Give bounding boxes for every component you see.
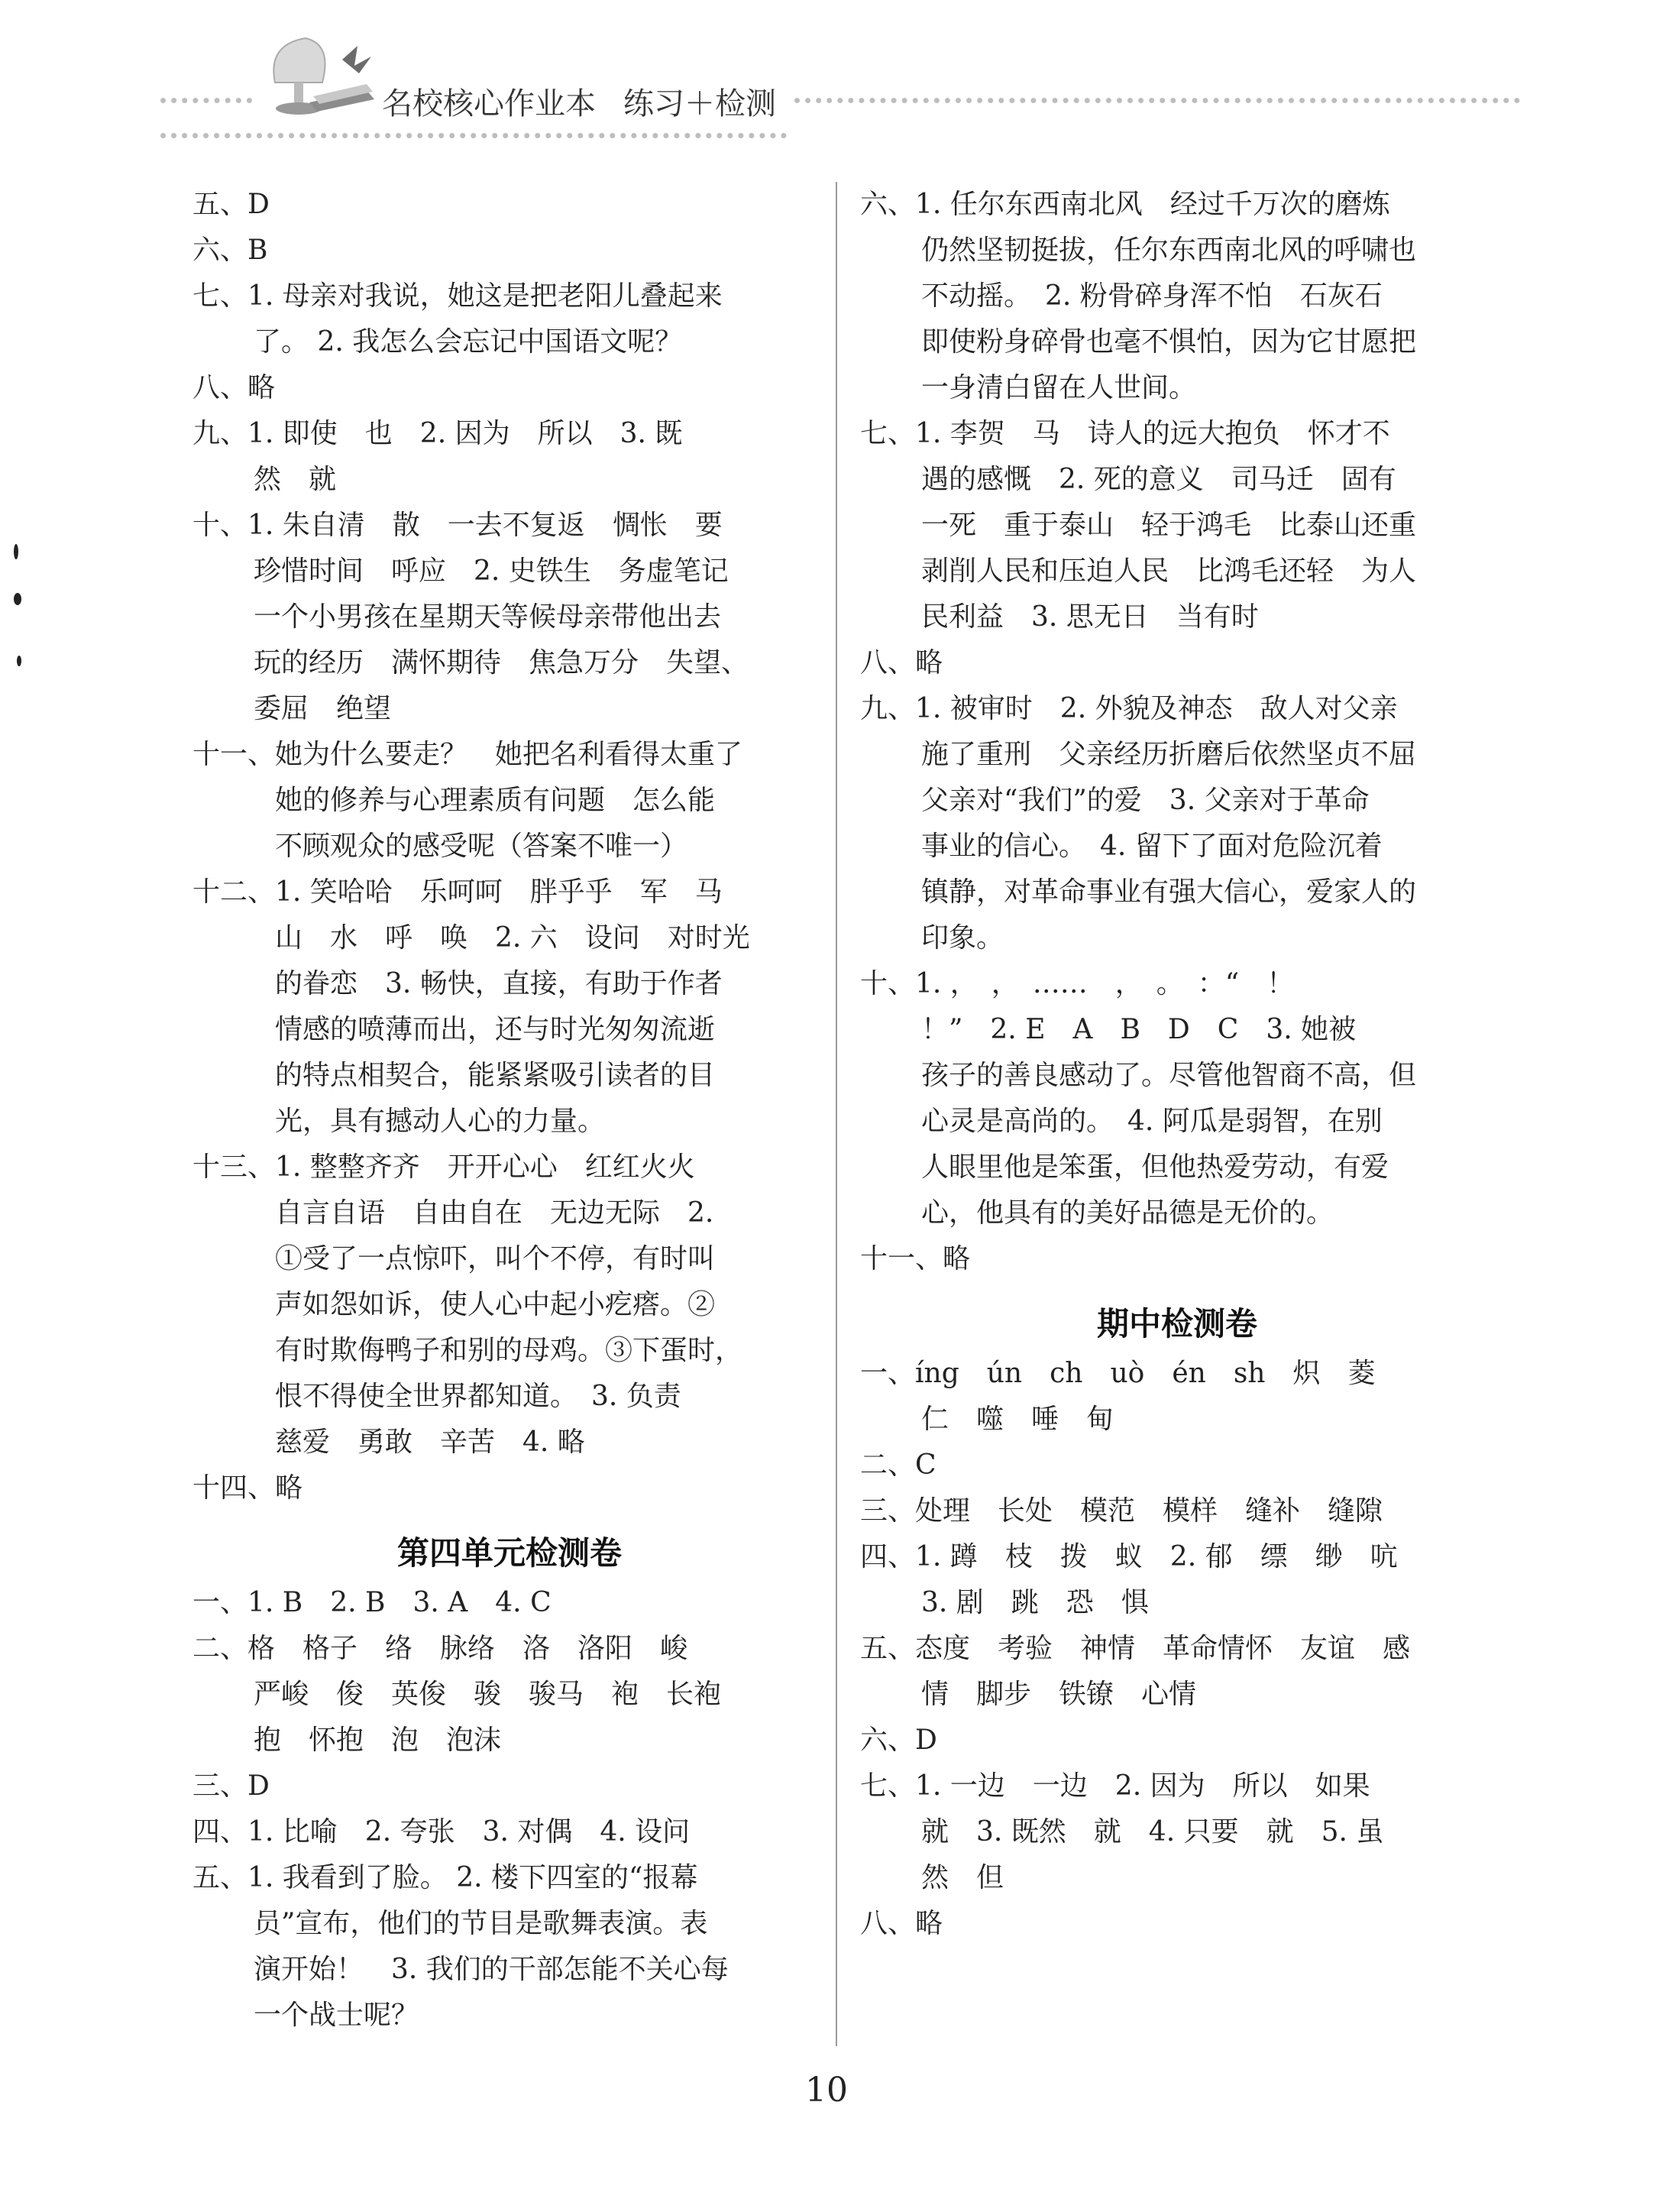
book-subtitle: 练习＋检测 xyxy=(623,86,776,121)
book-title: 名校核心作业本 xyxy=(382,86,596,121)
answer-line: 五、态度 考验 神情 革命情怀 友谊 感 xyxy=(860,1633,1411,1664)
answer-line: 四、1. 蹲 枝 拨 蚁 2. 郁 缥 缈 吭 xyxy=(860,1541,1398,1572)
page-number: 10 xyxy=(805,2071,848,2110)
answer-line: 八、略 xyxy=(860,1908,943,1939)
answer-line: 不动摇。 2. 粉骨碎身浑不怕 石灰石 xyxy=(921,280,1383,312)
answer-line: 仍然坚韧挺拔，任尔东西南北风的呼啸也 xyxy=(921,235,1417,266)
answer-line: 四、1. 比喻 2. 夸张 3. 对偶 4. 设问 xyxy=(192,1816,691,1848)
answer-line: 七、1. 一边 一边 2. 因为 所以 如果 xyxy=(860,1770,1370,1802)
answer-line: 抱 怀抱 泡 泡沫 xyxy=(254,1725,502,1756)
answer-line: 剥削人民和压迫人民 比鸿毛还轻 为人 xyxy=(921,555,1417,587)
answer-line: ①受了一点惊吓，叫个不停，有时叫 xyxy=(275,1243,716,1274)
answer-line: 声如怨如诉，使人心中起小疙瘩。② xyxy=(275,1289,716,1320)
answer-line: 一、1. B 2. B 3. A 4. C xyxy=(192,1587,552,1618)
answer-line: 情 脚步 铁镣 心情 xyxy=(921,1679,1197,1710)
answer-line: 的眷恋 3. 畅快，直接，有助于作者 xyxy=(275,968,723,999)
answer-line: 情感的喷薄而出，还与时光匆匆流逝 xyxy=(275,1014,716,1045)
answer-line: 八、略 xyxy=(192,372,276,403)
answer-line: 恨不得使全世界都知道。 3. 负责 xyxy=(275,1381,681,1412)
answer-line: 六、B xyxy=(192,235,268,266)
header-dots-bottom xyxy=(160,133,787,138)
answer-line: 三、处理 长处 模范 模样 缝补 缝隙 xyxy=(860,1495,1383,1527)
answer-line: 自言自语 自由自在 无边无际 2. xyxy=(275,1197,714,1229)
answer-line: 印象。 xyxy=(921,922,1004,954)
margin-mark xyxy=(14,544,18,559)
answer-line: 然 就 xyxy=(254,464,337,495)
header-title xyxy=(382,79,776,123)
column-divider xyxy=(836,182,837,2046)
answer-line: ！” 2. E A B D C 3. 她被 xyxy=(921,1014,1357,1045)
answer-line: 3. 剧 跳 恐 惧 xyxy=(921,1587,1149,1618)
right-column xyxy=(860,182,1494,1947)
answer-line: 三、D xyxy=(192,1770,270,1802)
answer-line: 八、略 xyxy=(860,647,943,678)
answer-line: 她的修养与心理素质有问题 怎么能 xyxy=(275,785,716,816)
answer-line: 二、格 格子 络 脉络 洛 洛阳 峻 xyxy=(192,1633,688,1664)
answer-line: 人眼里他是笨蛋，但他热爱劳动，有爱 xyxy=(921,1151,1389,1183)
answer-line: 一、íng ún ch uò én sh 炽 菱 xyxy=(860,1358,1376,1389)
answer-line: 十二、1. 笑哈哈 乐呵呵 胖乎乎 军 马 xyxy=(192,876,723,908)
answer-line: 六、1. 任尔东西南北风 经过千万次的磨炼 xyxy=(860,189,1390,220)
answer-line: 了。 2. 我怎么会忘记中国语文呢？ xyxy=(254,326,683,358)
answer-line: 施了重刑 父亲经历折磨后依然坚贞不屈 xyxy=(921,739,1417,770)
section-title-midterm: 期中检测卷 xyxy=(1096,1305,1257,1342)
header-dots-left xyxy=(160,98,252,103)
answer-line: 然 但 xyxy=(921,1862,1004,1893)
answer-line: 不顾观众的感受呢（答案不唯一） xyxy=(275,831,688,862)
answer-line: 演开始！ 3. 我们的干部怎能不关心每 xyxy=(254,1954,729,1985)
answer-line: 镇静，对革命事业有强大信心，爱家人的 xyxy=(921,876,1417,908)
answer-line: 就 3. 既然 就 4. 只要 就 5. 虽 xyxy=(921,1816,1384,1848)
answer-line: 九、1. 即使 也 2. 因为 所以 3. 既 xyxy=(192,418,683,449)
answer-line: 仁 噬 唾 甸 xyxy=(921,1404,1114,1435)
answer-line: 一死 重于泰山 轻于鸿毛 比泰山还重 xyxy=(921,510,1417,541)
answer-line: 十四、略 xyxy=(192,1472,303,1504)
answer-line: 五、D xyxy=(192,189,270,220)
answer-line: 心，他具有的美好品德是无价的。 xyxy=(921,1197,1334,1229)
answer-line: 山 水 呼 唤 2. 六 设问 对时光 xyxy=(275,922,750,954)
answer-line: 珍惜时间 呼应 2. 史铁生 务虚笔记 xyxy=(254,555,729,587)
answer-line: 十一、她为什么要走？ 她把名利看得太重了 xyxy=(192,739,743,770)
answer-line: 遇的感慨 2. 死的意义 司马迁 固有 xyxy=(921,464,1396,495)
answer-line: 十一、略 xyxy=(860,1243,971,1274)
answer-line: 即使粉身碎骨也毫不惧怕，因为它甘愿把 xyxy=(921,326,1417,358)
answer-line: 员”宣布，他们的节目是歌舞表演。表 xyxy=(254,1908,708,1939)
answer-line: 七、1. 李贺 马 诗人的远大抱负 怀才不 xyxy=(860,418,1390,449)
answer-line: 委屈 绝望 xyxy=(254,693,392,724)
answer-line: 光，具有撼动人心的力量。 xyxy=(275,1106,606,1137)
answer-line: 民利益 3. 思无日 当有时 xyxy=(921,601,1259,633)
header-dots-right xyxy=(794,98,1520,103)
answer-line: 五、1. 我看到了脸。 2. 楼下四室的“报幕 xyxy=(192,1862,698,1893)
answer-line: 严峻 俊 英俊 骏 骏马 袍 长袍 xyxy=(254,1679,722,1710)
answer-line: 有时欺侮鸭子和别的母鸡。③下蛋时， xyxy=(275,1335,743,1366)
answer-line: 事业的信心。 4. 留下了面对危险沉着 xyxy=(921,831,1383,862)
answer-line: 一身清白留在人世间。 xyxy=(921,372,1197,403)
margin-mark xyxy=(17,656,21,666)
answer-line: 慈爱 勇敢 辛苦 4. 略 xyxy=(275,1427,585,1458)
answer-line: 心灵是高尚的。 4. 阿瓜是弱智，在别 xyxy=(921,1106,1383,1137)
left-column xyxy=(192,182,826,2039)
answer-line: 十、1. ， ， …… ， 。 ：“ ！ xyxy=(860,968,1295,999)
lamp-books-logo-icon xyxy=(252,29,382,121)
answer-line: 玩的经历 满怀期待 焦急万分 失望、 xyxy=(254,647,749,678)
answer-line: 十、1. 朱自清 散 一去不复返 惆怅 要 xyxy=(192,510,723,541)
section-title-unit4: 第四单元检测卷 xyxy=(396,1534,622,1572)
answer-line: 一个战士呢？ xyxy=(254,2000,419,2031)
answer-line: 的特点相契合，能紧紧吸引读者的目 xyxy=(275,1060,716,1091)
answer-line: 父亲对“我们”的爱 3. 父亲对于革命 xyxy=(921,785,1370,816)
answer-line: 十三、1. 整整齐齐 开开心心 红红火火 xyxy=(192,1151,695,1183)
margin-mark xyxy=(14,593,21,605)
answer-line: 六、D xyxy=(860,1725,937,1756)
answer-line: 二、C xyxy=(860,1449,936,1481)
answer-line: 一个小男孩在星期天等候母亲带他出去 xyxy=(254,601,722,633)
page-header xyxy=(0,0,1653,153)
answer-line: 九、1. 被审时 2. 外貌及神态 敌人对父亲 xyxy=(860,693,1398,724)
answer-line: 孩子的善良感动了。尽管他智商不高，但 xyxy=(921,1060,1417,1091)
answer-line: 七、1. 母亲对我说，她这是把老阳儿叠起来 xyxy=(192,280,723,312)
